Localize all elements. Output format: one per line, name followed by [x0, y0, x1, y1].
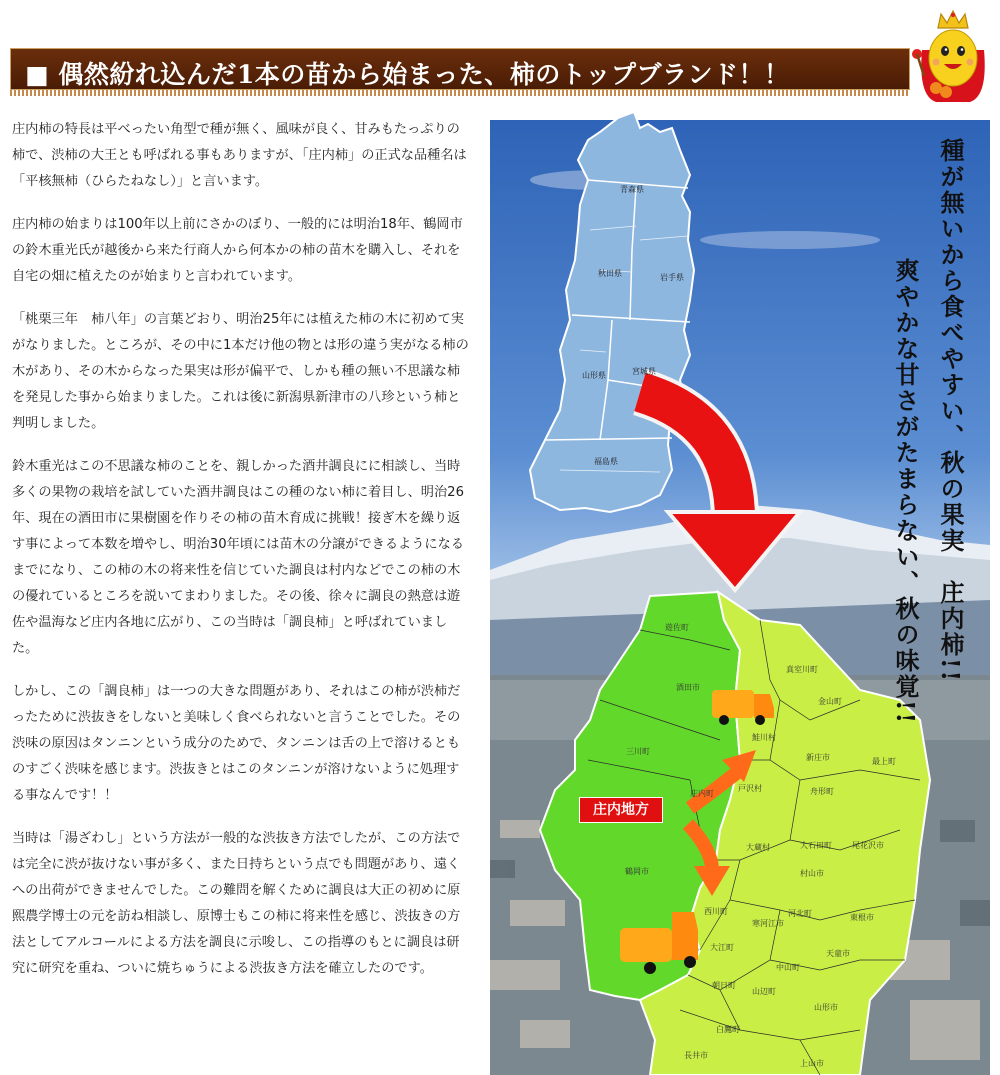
red-arrow-icon — [640, 392, 800, 590]
map-label-nishikawa: 西川町 — [704, 907, 728, 916]
map-label-kaminoyama: 上山市 — [800, 1059, 824, 1068]
map-label-oishida: 大石田町 — [800, 841, 832, 850]
map-label-akita: 秋田県 — [598, 269, 622, 278]
map-label-mogami: 最上町 — [872, 757, 896, 766]
map-label-yuza: 遊佐町 — [665, 623, 689, 632]
map-label-tozawa: 戸沢村 — [738, 784, 762, 793]
map-label-okura: 大蔵村 — [746, 843, 770, 852]
map-label-iwate: 岩手県 — [660, 273, 684, 282]
map-label-aomori: 青森県 — [620, 185, 644, 194]
map-label-higashine: 東根市 — [850, 913, 874, 922]
article-paragraph: 「桃栗三年 柿八年」の言葉どおり、明治25年には植えた柿の木に初めて実がなりました。ところが、その中に1本だけ他の物とは形の違う実がなる柿の木があり、その木からなった果実は形が偏平で、しかも種の無い不思議な柿を発見した事から始まりました。これは後に新潟県新津市の八珍という柿と判明しました。 — [12, 312, 469, 431]
tagline-seedless: 種が無いから食べやすい、秋の果実 庄内柿!! — [936, 138, 965, 684]
map-label-yamagata: 山形県 — [582, 371, 606, 380]
map-label-shinjo: 新庄市 — [806, 753, 830, 762]
yamagata-map — [540, 592, 930, 1075]
map-label-murayama: 村山市 — [800, 869, 824, 878]
article-paragraph: しかし、この「調良柿」は一つの大きな問題があり、それはこの柿が渋柿だったために渋抜きをしないと美味しく食べられないと言うことでした。その渋味の原因はタンニンという成分のためで、タンニンは舌の上で溶けるとものすごく渋味を感じます。渋抜きとはこのタンニンが溶けないように処理する事なんです！！ — [12, 684, 461, 803]
map-label-sakegawa: 鮭川村 — [752, 733, 776, 742]
map-label-sagae: 寒河江市 — [752, 919, 784, 928]
map-label-shirataka: 白鷹町 — [716, 1025, 740, 1034]
tagline-sweet: 爽やかな甘さがたまらない、秋の味覚!! — [891, 258, 920, 726]
tohoku-map — [530, 112, 694, 512]
map-label-oe: 大江町 — [710, 943, 734, 952]
map-label-nagai: 長井市 — [684, 1051, 708, 1060]
map-label-sakata: 酒田市 — [676, 683, 700, 692]
map-label-yamanobe: 山辺町 — [752, 987, 776, 996]
map-label-funagata: 舟形町 — [810, 787, 834, 796]
article-paragraph: 鈴木重光はこの不思議な柿のことを、親しかった酒井調良にに相談し、当時多くの果物の栽培を試していた酒井調良はこの種のない柿に着目し、明治26年、現在の酒田市に果樹園を作りその柿の苗木育成に挑戦！接ぎ木を繰り返す事によって本数を増やし、明治30年頃には苗木の分譲ができるようになるまでになり、この柿の木の将来性を信じていた調良は村内などでこの柿の木の優れているところを説いてまわりました。その後、徐々に調良の熱意は遊佐や温海など庄内各地に広がり、この当時は「調良柿」と呼ばれていました。 — [12, 459, 464, 656]
map-label-tendo: 天童市 — [826, 949, 850, 958]
map-label-kahoku: 河北町 — [788, 909, 812, 918]
map-label-nakayama: 中山町 — [776, 963, 800, 972]
map-label-yamagata-city: 山形市 — [814, 1003, 838, 1012]
map-label-mamurogawa: 真室川町 — [786, 665, 818, 674]
page-title: ■ 偶然紛れ込んだ1本の苗から始まった、柿のトップブランド！！ — [25, 60, 790, 89]
map-label-mikawa: 三川町 — [626, 747, 650, 756]
article-paragraph: 庄内柿の特長は平べったい角型で種が無く、風味が良く、甘みもたっぷりの柿で、渋柿の大王とも呼ばれる事もありますが、「庄内柿」の正式な品種名は「平核無柿（ひらたねなし）」と言います。 — [12, 122, 467, 189]
map-label-obanazawa: 尾花沢市 — [852, 841, 884, 850]
shonai-region-label: 庄内地方 — [579, 797, 663, 823]
map-label-asahi: 朝日町 — [712, 981, 736, 990]
map-label-miyagi: 宮城県 — [632, 367, 656, 376]
map-label-shonai: 庄内町 — [690, 789, 714, 798]
map-label-tsuruoka: 鶴岡市 — [625, 867, 649, 876]
map-label-fukushima: 福島県 — [594, 457, 618, 466]
map-label-kaneyama: 金山町 — [818, 697, 842, 706]
article-paragraph: 当時は「湯ざわし」という方法が一般的な渋抜き方法でしたが、この方法では完全に渋が抜けない事が多く、また日持ちという点でも問題があり、遠くへの出荷ができませんでした。この難問を解くために調良は大正の初めに原熙農学博士の元を訪ね相談し、原博士もこの柿に将来性を感じ、渋抜きの方法としてアルコールによる方法を調良に示唆し、この指導のもとに調良は研究に研究を重ね、ついに焼ちゅうによる渋抜き方法を確立したのです。 — [12, 831, 461, 976]
article-paragraph: 庄内柿の始まりは100年以上前にさかのぼり、一般的には明治18年、鶴岡市の鈴木重光氏が越後から来た行商人から何本かの柿の苗木を購入し、それを自宅の畑に植えたのが始まりと言われています。 — [12, 217, 463, 284]
